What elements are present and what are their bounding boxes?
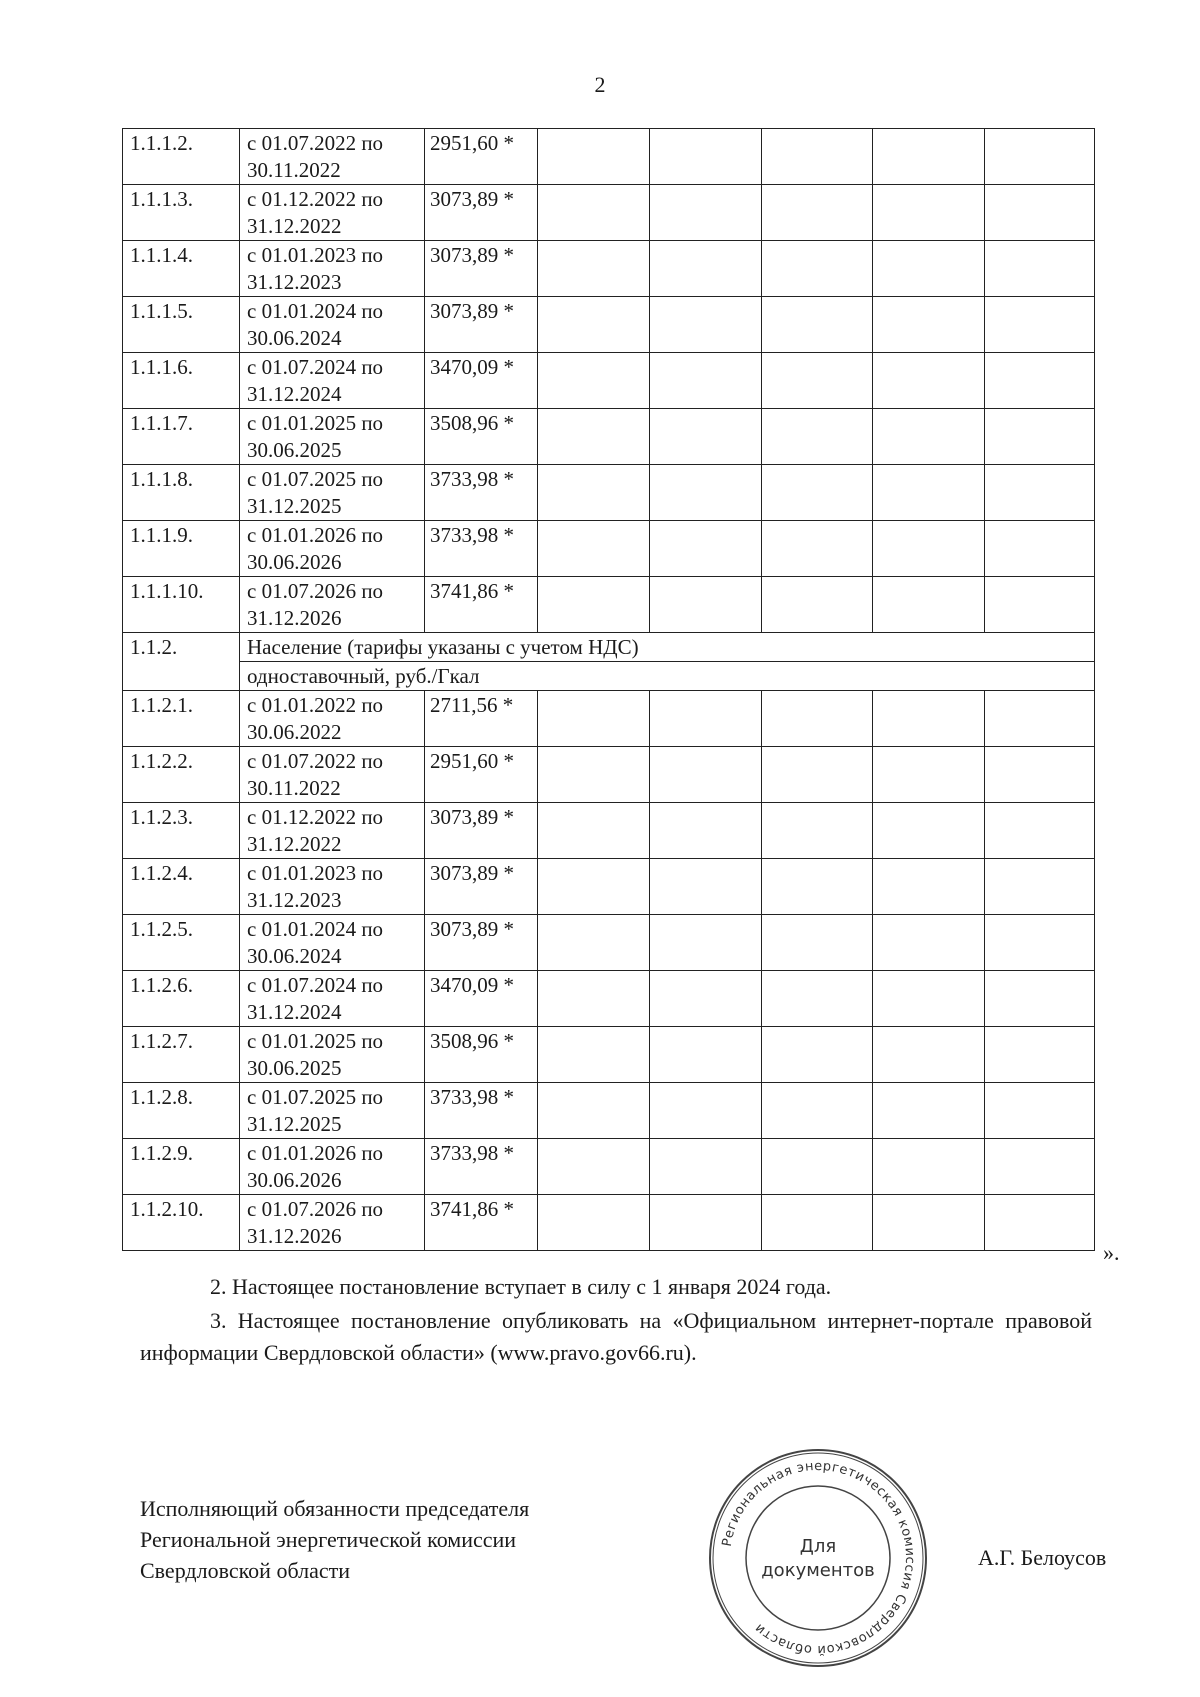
empty-cell [538, 747, 650, 803]
table-row [123, 1195, 1095, 1251]
table-row [123, 185, 1095, 241]
table-row [123, 297, 1095, 353]
stamp-center-line-1: Для [799, 1536, 837, 1557]
group-subtitle-row [123, 662, 1095, 691]
row-value: 3741,86 * [425, 1195, 538, 1251]
empty-cell [985, 859, 1095, 915]
empty-cell [650, 409, 762, 465]
empty-cell [873, 521, 985, 577]
group-title: Население (тарифы указаны с учетом НДС) [240, 633, 1095, 662]
row-code: 1.1.2.1. [123, 691, 240, 747]
table-row [123, 1027, 1095, 1083]
row-code: 1.1.1.10. [123, 577, 240, 633]
signatory-line-2: Региональной энергетической комиссии [140, 1527, 517, 1552]
row-period: с 01.07.2024 по 31.12.2024 [240, 971, 425, 1027]
empty-cell [985, 465, 1095, 521]
empty-cell [538, 803, 650, 859]
empty-cell [538, 521, 650, 577]
row-period: с 01.01.2025 по 30.06.2025 [240, 1027, 425, 1083]
row-value: 3470,09 * [425, 971, 538, 1027]
row-code: 1.1.2.6. [123, 971, 240, 1027]
row-period: с 01.01.2026 по 30.06.2026 [240, 521, 425, 577]
table-group-population [123, 633, 1095, 691]
empty-cell [650, 1195, 762, 1251]
empty-cell [873, 577, 985, 633]
row-value: 3073,89 * [425, 241, 538, 297]
table-row [123, 353, 1095, 409]
empty-cell [873, 353, 985, 409]
stamp-center-line-2: документов [761, 1560, 875, 1581]
row-code: 1.1.1.8. [123, 465, 240, 521]
tariff-table [122, 128, 1095, 1251]
table-row [123, 241, 1095, 297]
empty-cell [873, 185, 985, 241]
empty-cell [873, 971, 985, 1027]
table-row [123, 129, 1095, 185]
group-code: 1.1.2. [123, 633, 240, 691]
row-code: 1.1.1.5. [123, 297, 240, 353]
row-period: с 01.07.2025 по 31.12.2025 [240, 1083, 425, 1139]
empty-cell [762, 803, 873, 859]
table-row [123, 803, 1095, 859]
row-period: с 01.07.2026 по 31.12.2026 [240, 1195, 425, 1251]
row-period: с 01.01.2025 по 30.06.2025 [240, 409, 425, 465]
row-code: 1.1.2.5. [123, 915, 240, 971]
empty-cell [538, 577, 650, 633]
empty-cell [650, 129, 762, 185]
row-value: 3741,86 * [425, 577, 538, 633]
row-code: 1.1.2.4. [123, 859, 240, 915]
row-period: с 01.01.2023 по 31.12.2023 [240, 859, 425, 915]
empty-cell [985, 747, 1095, 803]
table-section-industrial [123, 129, 1095, 633]
empty-cell [538, 409, 650, 465]
row-value: 3073,89 * [425, 803, 538, 859]
row-code: 1.1.1.4. [123, 241, 240, 297]
closing-quote: ». [1103, 1240, 1120, 1265]
row-value: 3470,09 * [425, 353, 538, 409]
row-code: 1.1.1.6. [123, 353, 240, 409]
empty-cell [762, 185, 873, 241]
row-value: 3073,89 * [425, 859, 538, 915]
empty-cell [762, 465, 873, 521]
empty-cell [650, 971, 762, 1027]
empty-cell [650, 241, 762, 297]
table-row [123, 915, 1095, 971]
row-value: 3733,98 * [425, 1139, 538, 1195]
empty-cell [538, 691, 650, 747]
signatory-position [140, 1493, 529, 1586]
empty-cell [538, 915, 650, 971]
empty-cell [985, 691, 1095, 747]
empty-cell [650, 1027, 762, 1083]
empty-cell [538, 1083, 650, 1139]
row-code: 1.1.2.2. [123, 747, 240, 803]
empty-cell [985, 353, 1095, 409]
empty-cell [538, 129, 650, 185]
row-code: 1.1.2.7. [123, 1027, 240, 1083]
row-value: 3733,98 * [425, 521, 538, 577]
empty-cell [873, 915, 985, 971]
row-period: с 01.07.2025 по 31.12.2025 [240, 465, 425, 521]
empty-cell [985, 1083, 1095, 1139]
row-value: 2951,60 * [425, 747, 538, 803]
empty-cell [985, 297, 1095, 353]
table-row [123, 1139, 1095, 1195]
empty-cell [985, 241, 1095, 297]
signatory-line-3: Свердловской области [140, 1558, 350, 1583]
empty-cell [873, 297, 985, 353]
empty-cell [762, 577, 873, 633]
empty-cell [650, 859, 762, 915]
empty-cell [873, 691, 985, 747]
row-period: с 01.12.2022 по 31.12.2022 [240, 185, 425, 241]
empty-cell [762, 915, 873, 971]
empty-cell [650, 803, 762, 859]
table-row [123, 521, 1095, 577]
empty-cell [538, 297, 650, 353]
empty-cell [762, 691, 873, 747]
empty-cell [873, 465, 985, 521]
empty-cell [538, 1027, 650, 1083]
table-row [123, 747, 1095, 803]
row-code: 1.1.2.3. [123, 803, 240, 859]
stamp-ring-text [720, 1459, 917, 1657]
empty-cell [650, 465, 762, 521]
row-period: с 01.07.2022 по 30.11.2022 [240, 129, 425, 185]
empty-cell [873, 1139, 985, 1195]
row-value: 3073,89 * [425, 185, 538, 241]
row-period: с 01.01.2024 по 30.06.2024 [240, 297, 425, 353]
table-row [123, 691, 1095, 747]
table-row [123, 465, 1095, 521]
empty-cell [538, 971, 650, 1027]
row-code: 1.1.1.2. [123, 129, 240, 185]
empty-cell [873, 803, 985, 859]
empty-cell [985, 1195, 1095, 1251]
row-code: 1.1.2.8. [123, 1083, 240, 1139]
group-subtitle: одноставочный, руб./Гкал [240, 662, 1095, 691]
empty-cell [985, 185, 1095, 241]
row-value: 3733,98 * [425, 465, 538, 521]
row-period: с 01.12.2022 по 31.12.2022 [240, 803, 425, 859]
empty-cell [762, 1027, 873, 1083]
empty-cell [762, 1139, 873, 1195]
signatory-line-1: Исполняющий обязанности председателя [140, 1496, 530, 1521]
empty-cell [538, 353, 650, 409]
row-value: 3508,96 * [425, 409, 538, 465]
empty-cell [873, 1027, 985, 1083]
empty-cell [873, 241, 985, 297]
empty-cell [762, 521, 873, 577]
empty-cell [538, 1139, 650, 1195]
row-period: с 01.01.2026 по 30.06.2026 [240, 1139, 425, 1195]
row-value: 3733,98 * [425, 1083, 538, 1139]
empty-cell [873, 859, 985, 915]
empty-cell [873, 129, 985, 185]
paragraph-effective-date: 2. Настоящее постановление вступает в силу с 1 января 2024 года. [210, 1274, 832, 1299]
empty-cell [985, 971, 1095, 1027]
empty-cell [873, 409, 985, 465]
empty-cell [762, 297, 873, 353]
empty-cell [985, 1027, 1095, 1083]
row-value: 3073,89 * [425, 297, 538, 353]
row-code: 1.1.2.10. [123, 1195, 240, 1251]
table-section-population [123, 691, 1095, 1251]
table-row [123, 1083, 1095, 1139]
empty-cell [538, 185, 650, 241]
empty-cell [650, 915, 762, 971]
group-row [123, 633, 1095, 662]
empty-cell [985, 915, 1095, 971]
empty-cell [873, 1083, 985, 1139]
empty-cell [650, 1139, 762, 1195]
row-period: с 01.07.2026 по 31.12.2026 [240, 577, 425, 633]
row-period: с 01.01.2022 по 30.06.2022 [240, 691, 425, 747]
empty-cell [538, 1195, 650, 1251]
paragraph-publication: 3. Настоящее постановление опубликовать на «Официальном интернет-портале правовой информации Свердловской области» (www.pravo.gov66.ru). [140, 1308, 1092, 1365]
empty-cell [762, 747, 873, 803]
empty-cell [650, 691, 762, 747]
row-code: 1.1.1.7. [123, 409, 240, 465]
table-row [123, 971, 1095, 1027]
empty-cell [762, 129, 873, 185]
table-row [123, 409, 1095, 465]
empty-cell [762, 409, 873, 465]
table-row [123, 859, 1095, 915]
row-value: 2951,60 * [425, 129, 538, 185]
empty-cell [650, 521, 762, 577]
row-period: с 01.07.2022 по 30.11.2022 [240, 747, 425, 803]
row-period: с 01.07.2024 по 31.12.2024 [240, 353, 425, 409]
empty-cell [762, 241, 873, 297]
table-row [123, 577, 1095, 633]
row-code: 1.1.1.3. [123, 185, 240, 241]
row-value: 2711,56 * [425, 691, 538, 747]
empty-cell [650, 747, 762, 803]
row-period: с 01.01.2023 по 31.12.2023 [240, 241, 425, 297]
signer-name: А.Г. Белоусов [978, 1545, 1107, 1570]
empty-cell [985, 577, 1095, 633]
empty-cell [762, 971, 873, 1027]
empty-cell [538, 465, 650, 521]
empty-cell [873, 747, 985, 803]
empty-cell [650, 1083, 762, 1139]
empty-cell [873, 1195, 985, 1251]
row-value: 3508,96 * [425, 1027, 538, 1083]
empty-cell [985, 1139, 1095, 1195]
row-period: с 01.01.2024 по 30.06.2024 [240, 915, 425, 971]
row-code: 1.1.1.9. [123, 521, 240, 577]
empty-cell [985, 521, 1095, 577]
row-value: 3073,89 * [425, 915, 538, 971]
empty-cell [650, 297, 762, 353]
empty-cell [985, 803, 1095, 859]
empty-cell [985, 409, 1095, 465]
empty-cell [538, 859, 650, 915]
stamp-ring-path: Региональная энергетическая комиссия Свердловской области [719, 1458, 918, 1658]
empty-cell [985, 129, 1095, 185]
empty-cell [762, 1083, 873, 1139]
empty-cell [762, 859, 873, 915]
empty-cell [538, 241, 650, 297]
empty-cell [762, 1195, 873, 1251]
official-stamp [706, 1446, 930, 1670]
page-number: 2 [594, 72, 606, 97]
empty-cell [650, 185, 762, 241]
empty-cell [650, 353, 762, 409]
empty-cell [762, 353, 873, 409]
row-code: 1.1.2.9. [123, 1139, 240, 1195]
empty-cell [650, 577, 762, 633]
